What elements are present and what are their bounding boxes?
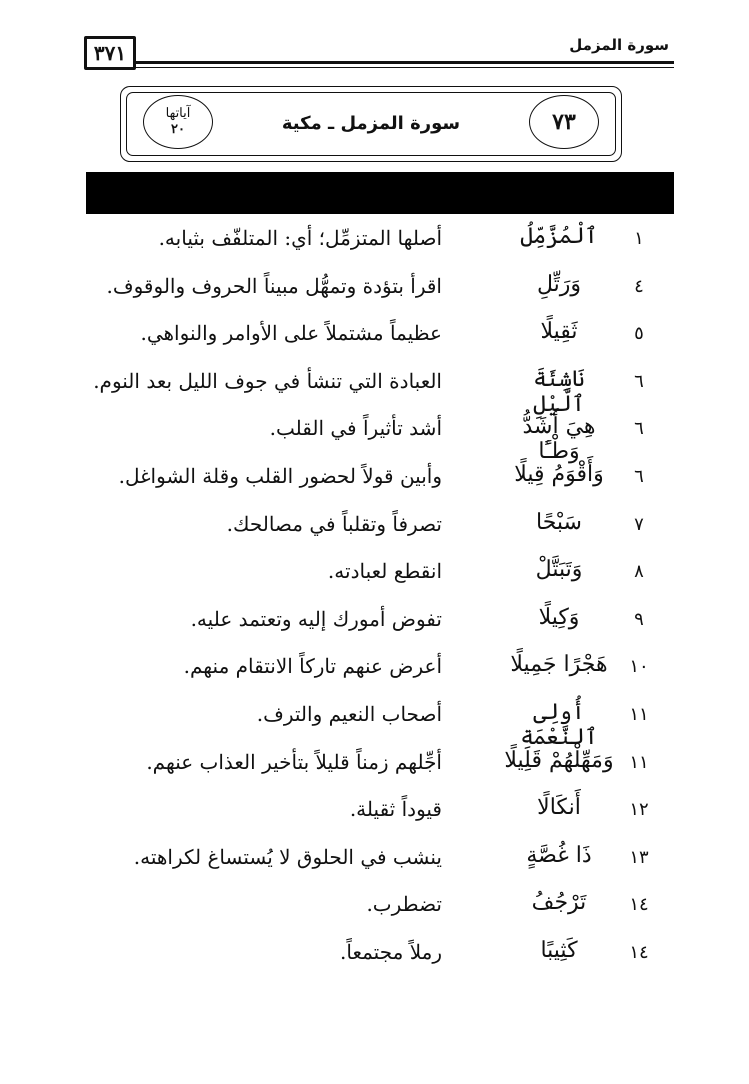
word-meaning: وأبين قولاً لحضور القلب وقلة الشواغل.	[118, 463, 442, 488]
word-meaning: قيوداً ثقيلة.	[349, 797, 442, 822]
surah-banner	[120, 86, 622, 162]
quran-word: هَجْرًا جَمِيلًا	[510, 652, 608, 678]
verse-number: ١٢	[629, 799, 649, 821]
page-number	[84, 36, 136, 70]
word-meaning: أعرض عنهم تاركاً الانتقام منهم.	[183, 654, 442, 679]
glossary-entry	[86, 698, 674, 750]
glossary-entry	[86, 270, 674, 318]
running-title: سورة المزمل	[569, 36, 669, 54]
quran-word: كَثِيبًا	[540, 937, 578, 963]
page-number-text: ٣٧١	[93, 41, 127, 65]
verse-number: ١٤	[629, 894, 649, 916]
verse-number: ١١	[629, 703, 649, 725]
header-rule-thick	[136, 61, 674, 64]
quran-word: نَاشِئَةَ ٱلَّيْلِ	[533, 366, 585, 417]
glossary-list	[86, 222, 674, 984]
glossary-entry	[86, 603, 674, 651]
verse-number: ٨	[634, 561, 644, 583]
word-meaning: أصلها المتزمِّل؛ أي: المتلفّف بثيابه.	[158, 226, 442, 250]
glossary-entry	[86, 508, 674, 556]
surah-number-circle	[529, 95, 599, 149]
glossary-entry	[86, 555, 674, 603]
word-meaning: العبادة التي تنشأ في جوف الليل بعد النوم.	[93, 368, 442, 393]
glossary-entry	[86, 365, 674, 417]
quran-word: أُولِى ٱلنَّعْمَةِ	[520, 699, 598, 750]
word-meaning: أشد تأثيراً في القلب.	[269, 416, 442, 441]
header-rule-thin	[136, 67, 674, 68]
word-meaning: رملاً مجتمعاً.	[340, 939, 442, 964]
glossary-entry	[86, 888, 674, 936]
section-band	[86, 172, 674, 214]
glossary-entry	[86, 650, 674, 698]
quran-word: وَكِيلًا	[538, 604, 580, 630]
verse-number: ٥	[634, 323, 644, 345]
verse-number: ١٣	[629, 846, 649, 868]
quran-word: ثَقِيلًا	[540, 319, 578, 345]
quran-word: سَبْحًا	[536, 509, 582, 535]
glossary-entry	[86, 793, 674, 841]
glossary-entry	[86, 841, 674, 889]
surah-title: سورة المزمل ـ مكية	[281, 113, 461, 134]
word-meaning: اقرأ بتؤدة وتمهُّل مبيناً الحروف والوقوف.	[106, 273, 442, 298]
word-meaning: تفوض أمورك إليه وتعتمد عليه.	[190, 606, 442, 631]
glossary-entry	[86, 412, 674, 465]
word-meaning: انقطع لعبادته.	[327, 559, 442, 584]
verse-number: ٦	[634, 418, 644, 440]
word-meaning: أجِّلهم زمناً قليلاً بتأخير العذاب عنهم.	[146, 749, 442, 774]
quran-word: ٱلْمُزَّمِّلُ	[520, 224, 598, 249]
quran-word: تَرْجُفُ	[531, 890, 587, 916]
quran-word: وَتَبَتَّلْ	[535, 557, 583, 583]
quran-word: ذَا غُصَّةٍ	[526, 842, 592, 868]
quran-word: أَنكَالًا	[537, 795, 581, 821]
word-meaning: عظيماً مشتملاً على الأوامر والنواهي.	[140, 321, 442, 346]
verse-number: ١١	[629, 751, 649, 773]
verse-number: ١	[634, 228, 644, 249]
word-meaning: تصرفاً وتقلباً في مصالحك.	[226, 511, 442, 536]
quran-word: هِيَ أَشَدُّ وَطْـًٔا	[522, 414, 596, 465]
glossary-entry	[86, 222, 674, 270]
quran-word: وَأَقْوَمُ قِيلًا	[514, 461, 604, 487]
verses-count: ٢٠	[171, 122, 185, 137]
glossary-entry	[86, 936, 674, 984]
glossary-entry	[86, 746, 674, 794]
verse-number: ٦	[634, 370, 644, 392]
verse-number: ١٠	[629, 656, 649, 678]
glossary-entry	[86, 317, 674, 365]
word-meaning: تضطرب.	[366, 892, 442, 917]
quran-word: وَرَتِّلِ	[536, 271, 582, 297]
verse-number: ٤	[634, 275, 644, 297]
verse-number: ٩	[634, 608, 644, 630]
quran-word: وَمَهِّلْهُمْ قَلِيلًا	[504, 747, 614, 773]
word-meaning: أصحاب النعيم والترف.	[256, 701, 442, 726]
verse-number: ٦	[634, 465, 644, 487]
word-meaning: ينشب في الحلوق لا يُستساغ لكراهته.	[133, 844, 442, 869]
verse-number: ٧	[634, 513, 644, 535]
verses-label: آياتها	[165, 106, 191, 121]
glossary-entry	[86, 460, 674, 508]
surah-number: ٧٣	[552, 109, 576, 135]
verse-number: ١٤	[629, 941, 649, 963]
